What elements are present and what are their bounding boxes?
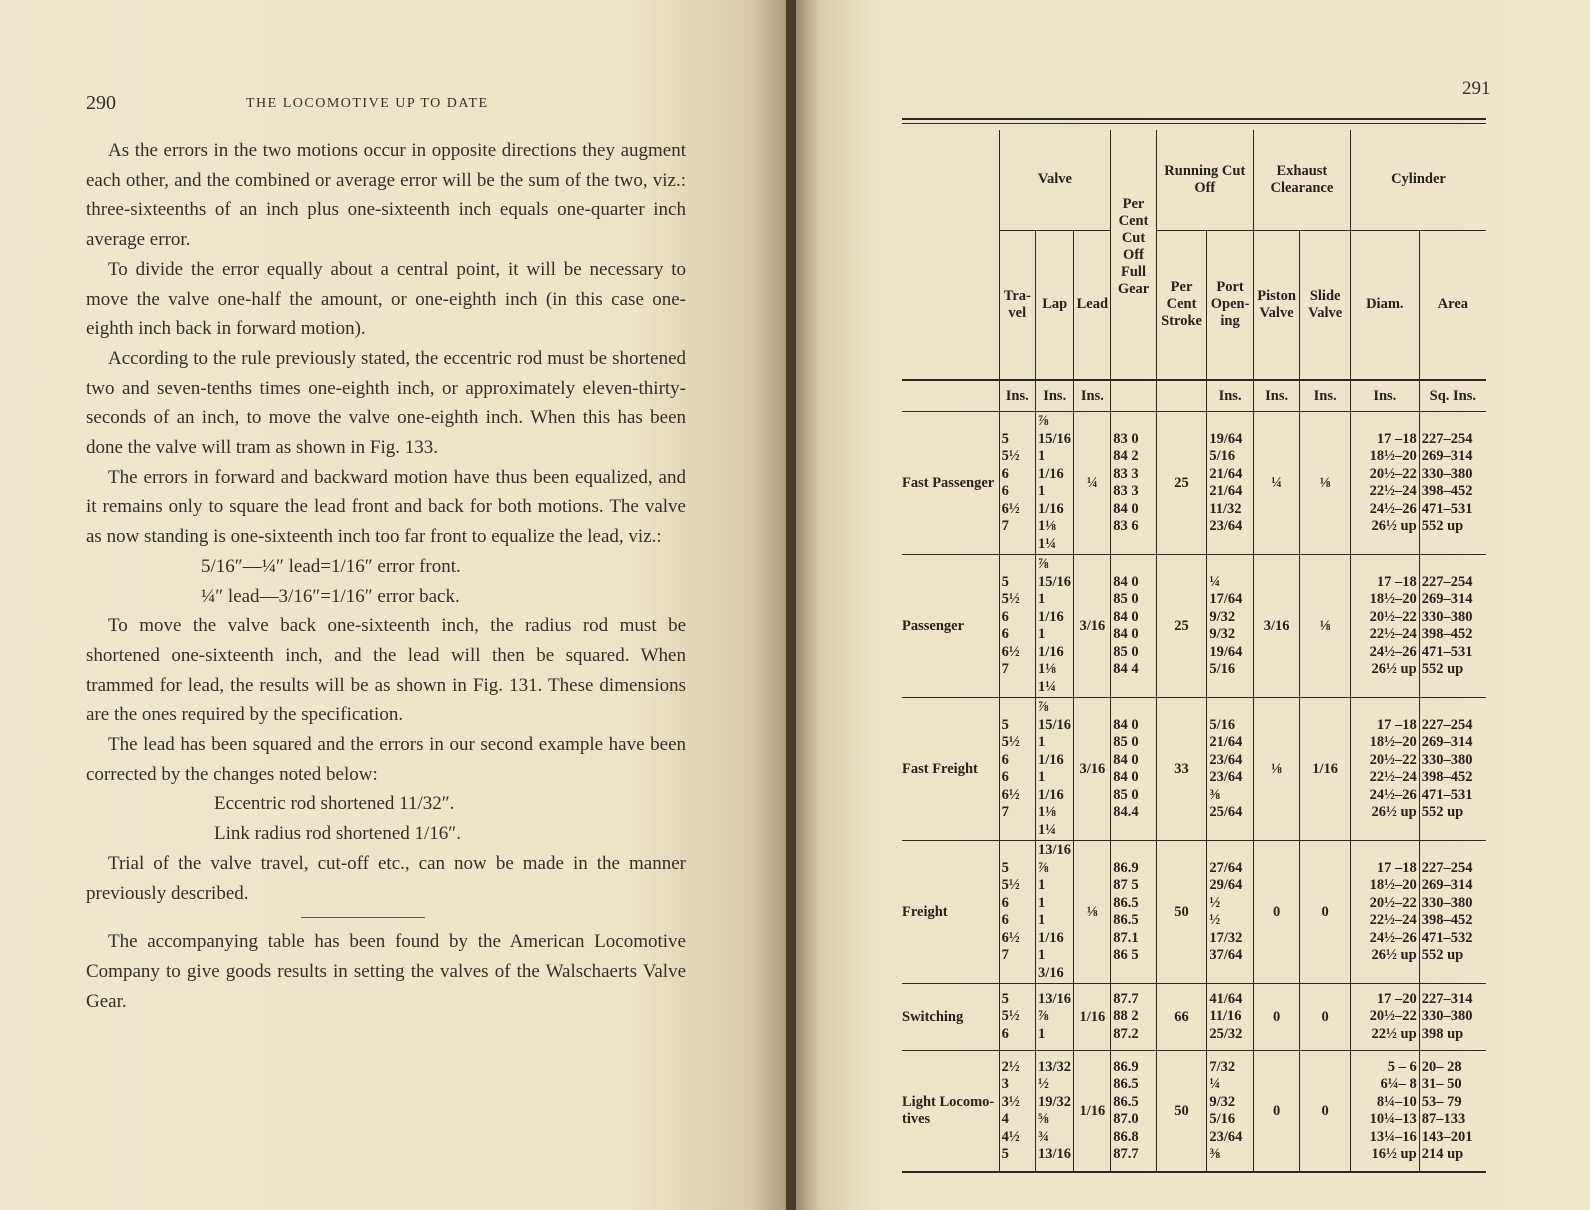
cell-travel: 5 5½ 6 6 6½ 7 [999, 555, 1035, 698]
table-row [902, 1051, 1486, 1173]
paragraph: To divide the error equally about a central point, it will be necessary to move the valve one-half the amount, or one-eighth inch (in this case one-eighth inch back in forward motion). [86, 258, 686, 340]
cell-piston: 0 [1253, 1051, 1300, 1173]
cell-cutoff: 84 0 85 0 84 0 84 0 85 0 84.4 [1111, 698, 1157, 841]
cell-port: ¼ 17/64 9/32 9/32 19/64 5/16 [1207, 555, 1254, 698]
cell-travel: 5 5½ 6 [999, 984, 1035, 1051]
cell-slide: 0 [1300, 984, 1351, 1051]
cell-area: 227–314 330–380 398 up [1419, 984, 1486, 1051]
row-class-label: Freight [902, 841, 999, 984]
header-cylinder: Cylinder [1350, 130, 1486, 230]
cell-diam: 17 –18 18½–20 20½–22 22½–24 24½–26 26½ up [1350, 698, 1419, 841]
valve-setting-table [902, 130, 1486, 1173]
row-class-label: Passenger [902, 555, 999, 698]
cell-lead: 1/16 [1074, 984, 1111, 1051]
cell-travel: 5 5½ 6 6 6½ 7 [999, 841, 1035, 984]
cell-lap: ⅞ 15/16 1 1/16 1 1/16 1⅛ 1¼ [1035, 698, 1073, 841]
unit-cell: Ins. [1350, 380, 1419, 412]
header-per-cent-stroke: Per Cent Stroke [1156, 230, 1207, 380]
header-per-cent-cut-off: Per Cent Cut Off Full Gear [1111, 130, 1157, 380]
paragraph: The errors in forward and backward motion have thus been equalized, and it remains only to square the lead front and back for both motions. The valve as now standing is one-sixteenth inch too far front to equalize the lead, viz.: [86, 466, 686, 548]
row-class-label: Switching [902, 984, 999, 1051]
cell-area: 20– 28 31– 50 53– 79 87–133 143–201 214 up [1419, 1051, 1486, 1173]
row-class-label: Fast Passenger [902, 412, 999, 555]
cell-cutoff: 86.9 87 5 86.5 86.5 87.1 86 5 [1111, 841, 1157, 984]
cell-stroke: 25 [1156, 555, 1207, 698]
cell-stroke: 66 [1156, 984, 1207, 1051]
cell-stroke: 33 [1156, 698, 1207, 841]
cell-travel: 5 5½ 6 6 6½ 7 [999, 412, 1035, 555]
cell-port: 5/16 21/64 23/64 23/64 ⅜ 25/64 [1207, 698, 1254, 841]
left-page-number: 290 [86, 92, 116, 114]
cell-stroke: 25 [1156, 412, 1207, 555]
row-class-label: Fast Freight [902, 698, 999, 841]
cell-slide: ⅛ [1300, 412, 1351, 555]
unit-cell [1111, 380, 1157, 412]
paragraph: As the errors in the two motions occur in opposite directions they augment each other, and the combined or average error will be the sum of the two, viz.: three-sixteenths of an inch plus one-sixteenth inch equals one-quarter inch average error. [86, 140, 686, 251]
table-top-rule [902, 123, 1486, 124]
cell-area: 227–254 269–314 330–380 398–452 471–531 552 up [1419, 555, 1486, 698]
cell-stroke: 50 [1156, 841, 1207, 984]
cell-area: 227–254 269–314 330–380 398–452 471–531 552 up [1419, 412, 1486, 555]
unit-cell: Ins. [999, 380, 1035, 412]
paragraph: Trial of the valve travel, cut-off etc., can now be made in the manner previously described. [86, 852, 686, 904]
table-row [902, 841, 1486, 984]
cell-piston: 0 [1253, 841, 1300, 984]
header-travel: Tra-vel [999, 230, 1035, 380]
formula: 5/16″—¼″ lead=1/16″ error front. [201, 555, 461, 577]
cell-lap: ⅞ 15/16 1 1/16 1 1/16 1⅛ 1¼ [1035, 555, 1073, 698]
cell-lap: 13/32 ½ 19/32 ⅝ ¾ 13/16 [1035, 1051, 1073, 1173]
row-class-label: Light Locomo-tives [902, 1051, 999, 1173]
table-row [902, 984, 1486, 1051]
unit-cell: Ins. [1074, 380, 1111, 412]
cell-slide: 0 [1300, 1051, 1351, 1173]
unit-cell: Ins. [1207, 380, 1254, 412]
cell-piston: ¼ [1253, 412, 1300, 555]
cell-cutoff: 86.9 86.5 86.5 87.0 86.8 87.7 [1111, 1051, 1157, 1173]
cell-slide: 0 [1300, 841, 1351, 984]
table-row [902, 555, 1486, 698]
cell-piston: ⅛ [1253, 698, 1300, 841]
cell-diam: 5 – 6 6¼– 8 8¼–10 10¼–13 13¼–16 16½ up [1350, 1051, 1419, 1173]
cell-slide: 1/16 [1300, 698, 1351, 841]
right-page-number: 291 [1462, 78, 1491, 99]
unit-cell: Ins. [1035, 380, 1073, 412]
cell-port: 19/64 5/16 21/64 21/64 11/32 23/64 [1207, 412, 1254, 555]
formula: ¼″ lead—3/16″=1/16″ error back. [201, 585, 460, 607]
table-row [902, 698, 1486, 841]
paragraph: According to the rule previously stated, the eccentric rod must be shortened two and seven-tenths times one-eighth inch, or approximately eleven-thirty-seconds of an inch, to move the valve one-eighth inch. When this has been done the valve will tram as shown in Fig. 133. [86, 347, 686, 459]
header-diam: Diam. [1350, 230, 1419, 380]
cell-diam: 17 –20 20½–22 22½ up [1350, 984, 1419, 1051]
cell-diam: 17 –18 18½–20 20½–22 22½–24 24½–26 26½ up [1350, 412, 1419, 555]
cell-port: 41/64 11/16 25/32 [1207, 984, 1254, 1051]
unit-cell: Sq. Ins. [1419, 380, 1486, 412]
right-page [796, 0, 1590, 1210]
cell-lead: 3/16 [1074, 555, 1111, 698]
header-lap: Lap [1035, 230, 1073, 380]
header-slide-valve: Slide Valve [1300, 230, 1351, 380]
change-item: Link radius rod shortened 1/16″. [214, 823, 461, 845]
cell-travel: 2½ 3 3½ 4 4½ 5 [999, 1051, 1035, 1173]
cell-area: 227–254 269–314 330–380 398–452 471–531 552 up [1419, 698, 1486, 841]
divider [301, 917, 425, 918]
unit-cell: Ins. [1300, 380, 1351, 412]
unit-cell: Ins. [1253, 380, 1300, 412]
cell-diam: 17 –18 18½–20 20½–22 22½–24 24½–26 26½ up [1350, 841, 1419, 984]
cell-lap: ⅞ 15/16 1 1/16 1 1/16 1⅛ 1¼ [1035, 412, 1073, 555]
cell-lead: 3/16 [1074, 698, 1111, 841]
cell-cutoff: 87.7 88 2 87.2 [1111, 984, 1157, 1051]
cell-lead: ¼ [1074, 412, 1111, 555]
cell-lead: 1/16 [1074, 1051, 1111, 1173]
left-page [0, 0, 790, 1210]
cell-port: 27/64 29/64 ½ ½ 17/32 37/64 [1207, 841, 1254, 984]
table-row [902, 412, 1486, 555]
paragraph: The accompanying table has been found by the American Locomotive Company to give goods results in setting the valves of the Walschaerts Valve Gear. [86, 931, 686, 1012]
header-area: Area [1419, 230, 1486, 380]
running-head: THE LOCOMOTIVE UP TO DATE [246, 96, 489, 111]
cell-piston: 0 [1253, 984, 1300, 1051]
table-top-rule [902, 118, 1486, 120]
cell-lap: 13/16 ⅞ 1 [1035, 984, 1073, 1051]
cell-cutoff: 84 0 85 0 84 0 84 0 85 0 84 4 [1111, 555, 1157, 698]
body-text [86, 136, 686, 1016]
cell-port: 7/32 ¼ 9/32 5/16 23/64 ⅜ [1207, 1051, 1254, 1173]
cell-travel: 5 5½ 6 6 6½ 7 [999, 698, 1035, 841]
cell-slide: ⅛ [1300, 555, 1351, 698]
cell-cutoff: 83 0 84 2 83 3 83 3 84 0 83 6 [1111, 412, 1157, 555]
header-port-opening: Port Open-ing [1207, 230, 1254, 380]
units-row [902, 380, 1486, 412]
header-exhaust-clearance: Exhaust Clearance [1253, 130, 1350, 230]
cell-diam: 17 –18 18½–20 20½–22 22½–24 24½–26 26½ up [1350, 555, 1419, 698]
header-valve: Valve [999, 130, 1111, 230]
unit-cell [1156, 380, 1207, 412]
paragraph: The lead has been squared and the errors in our second example have been corrected by the changes noted below: [86, 734, 686, 785]
change-item: Eccentric rod shortened 11/32″. [214, 793, 455, 815]
cell-lap: 13/16 ⅞ 1 1 1 1/16 1 3/16 [1035, 841, 1073, 984]
header-lead: Lead [1074, 230, 1111, 380]
cell-area: 227–254 269–314 330–380 398–452 471–532 552 up [1419, 841, 1486, 984]
cell-lead: ⅛ [1074, 841, 1111, 984]
paragraph: To move the valve back one-sixteenth inch, the radius rod must be shortened one-sixteenth inch, and the lead will then be squared. When trammed for lead, the results will be as shown in Fig. 131. These dimensions are the ones required by the specification. [86, 615, 686, 726]
header-running-cut-off: Running Cut Off [1156, 130, 1253, 230]
cell-piston: 3/16 [1253, 555, 1300, 698]
header-piston-valve: Piston Valve [1253, 230, 1300, 380]
cell-stroke: 50 [1156, 1051, 1207, 1173]
